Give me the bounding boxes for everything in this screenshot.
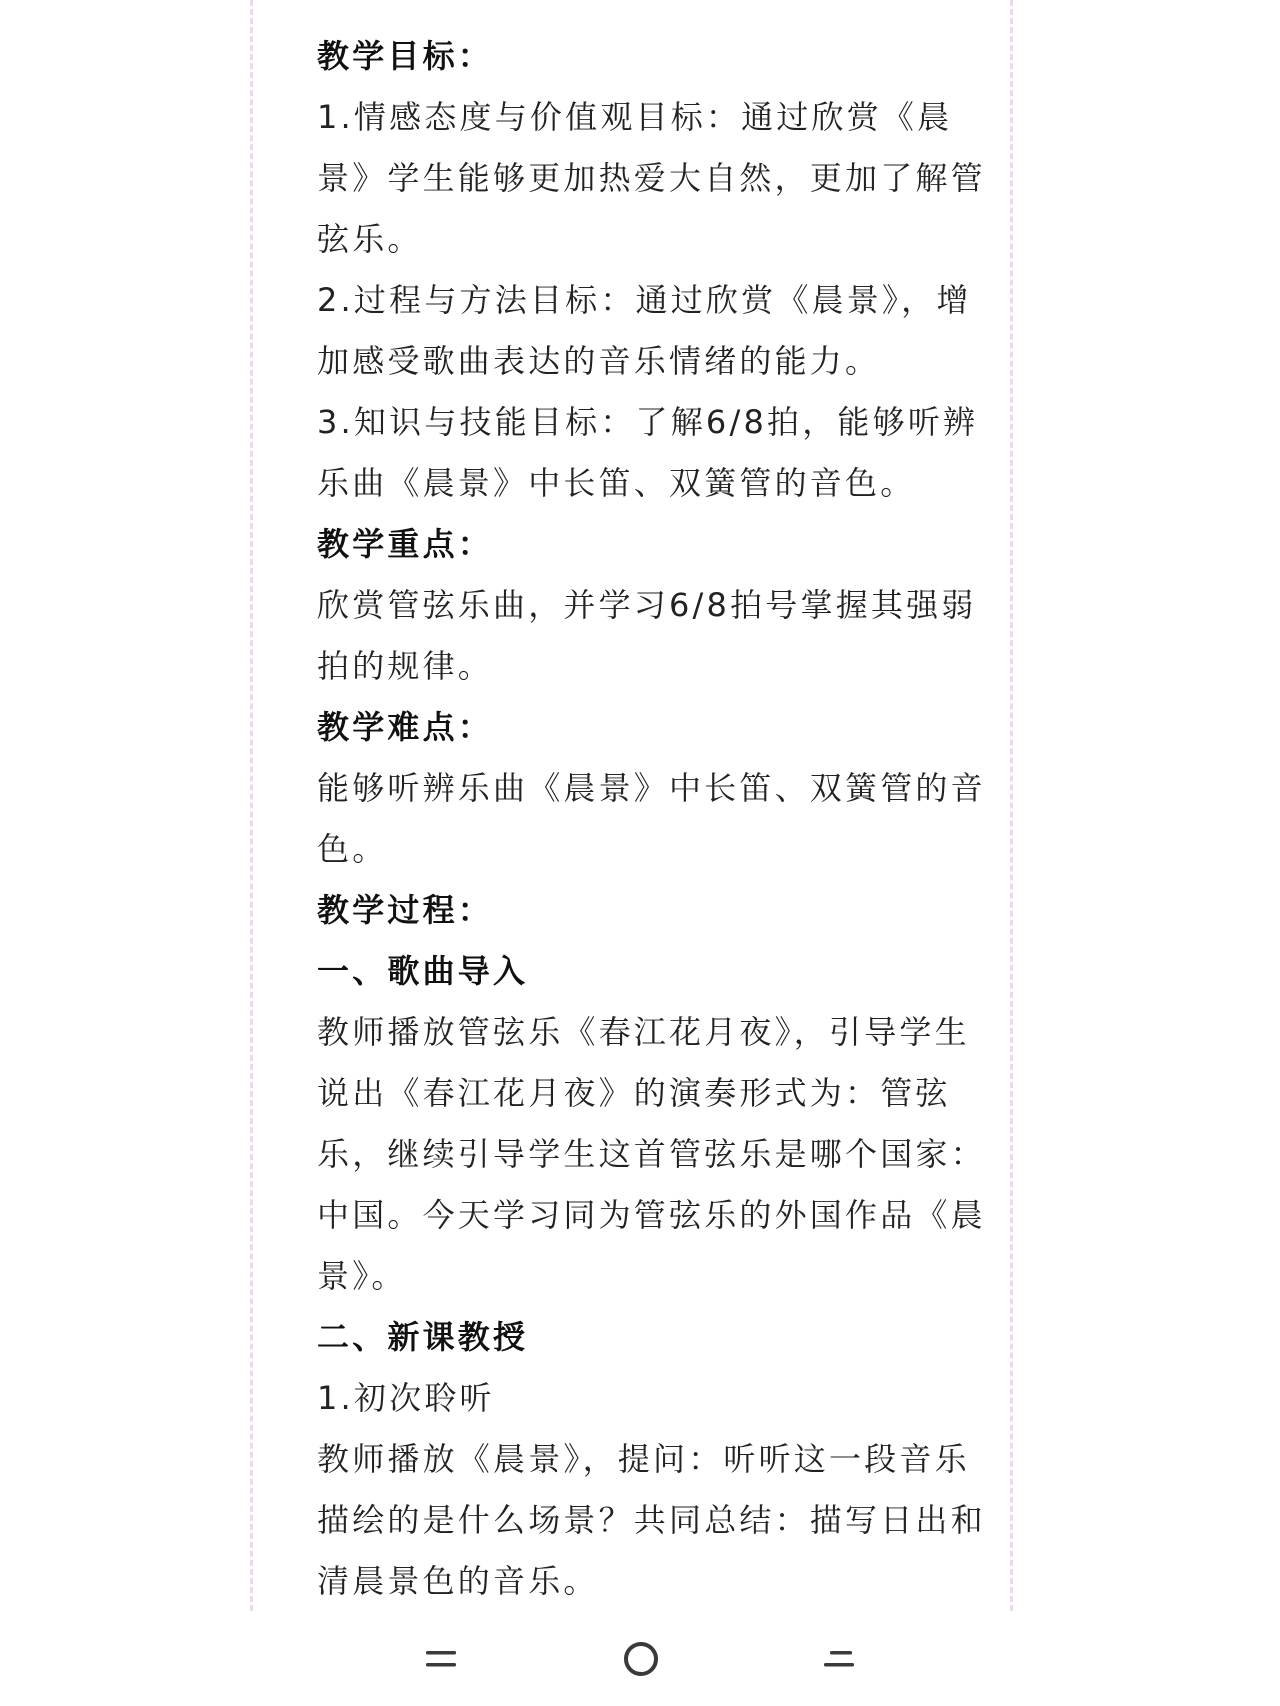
section-heading: 教学目标： (317, 37, 494, 75)
text-line: 景》。 (317, 1257, 407, 1295)
back-button[interactable] (809, 1631, 869, 1687)
document-body (317, 26, 986, 1612)
section-heading: 教学难点： (317, 708, 494, 746)
page-border-right (1010, 0, 1013, 1611)
back-icon (822, 1645, 856, 1673)
text-line: 加感受歌曲表达的音乐情绪的能力。 (317, 342, 881, 380)
text-line: 2.过程与方法目标：通过欣赏《晨景》，增 (317, 281, 972, 319)
page-border-left (250, 0, 253, 1611)
recent-apps-button[interactable] (411, 1631, 471, 1687)
section-heading: 教学重点： (317, 525, 494, 563)
text-line: 1.情感态度与价值观目标：通过欣赏《晨 (317, 98, 953, 136)
section-heading: 二、新课教授 (317, 1318, 529, 1356)
text-line: 欣赏管弦乐曲，并学习6/8拍号掌握其强弱 (317, 586, 977, 624)
section-heading: 一、歌曲导入 (317, 952, 529, 990)
text-line: 弦乐。 (317, 220, 423, 258)
text-line: 教师播放管弦乐《春江花月夜》，引导学生 (317, 1013, 970, 1051)
menu-icon (424, 1645, 458, 1673)
home-icon (621, 1639, 661, 1679)
text-line: 景》学生能够更加热爱大自然，更加了解管 (317, 159, 986, 197)
text-line: 能够听辨乐曲《晨景》中长笛、双簧管的音 (317, 769, 986, 807)
text-line: 中国。今天学习同为管弦乐的外国作品《晨 (317, 1196, 986, 1234)
text-line: 乐曲《晨景》中长笛、双簧管的音色。 (317, 464, 916, 502)
text-line: 色。 (317, 830, 388, 868)
text-line: 说出《春江花月夜》的演奏形式为：管弦 (317, 1074, 951, 1112)
text-line: 拍的规律。 (317, 647, 494, 685)
text-line: 描绘的是什么场景？共同总结：描写日出和 (317, 1501, 986, 1539)
section-heading: 教学过程： (317, 891, 494, 929)
text-line: 3.知识与技能目标：了解6/8拍，能够听辨 (317, 403, 979, 441)
navigation-bar (0, 1611, 1280, 1706)
text-line: 教师播放《晨景》，提问：听听这一段音乐 (317, 1440, 970, 1478)
text-line: 1.初次聆听 (317, 1379, 495, 1417)
home-button[interactable] (611, 1631, 671, 1687)
text-line: 清晨景色的音乐。 (317, 1562, 599, 1600)
text-line: 乐，继续引导学生这首管弦乐是哪个国家： (317, 1135, 986, 1173)
